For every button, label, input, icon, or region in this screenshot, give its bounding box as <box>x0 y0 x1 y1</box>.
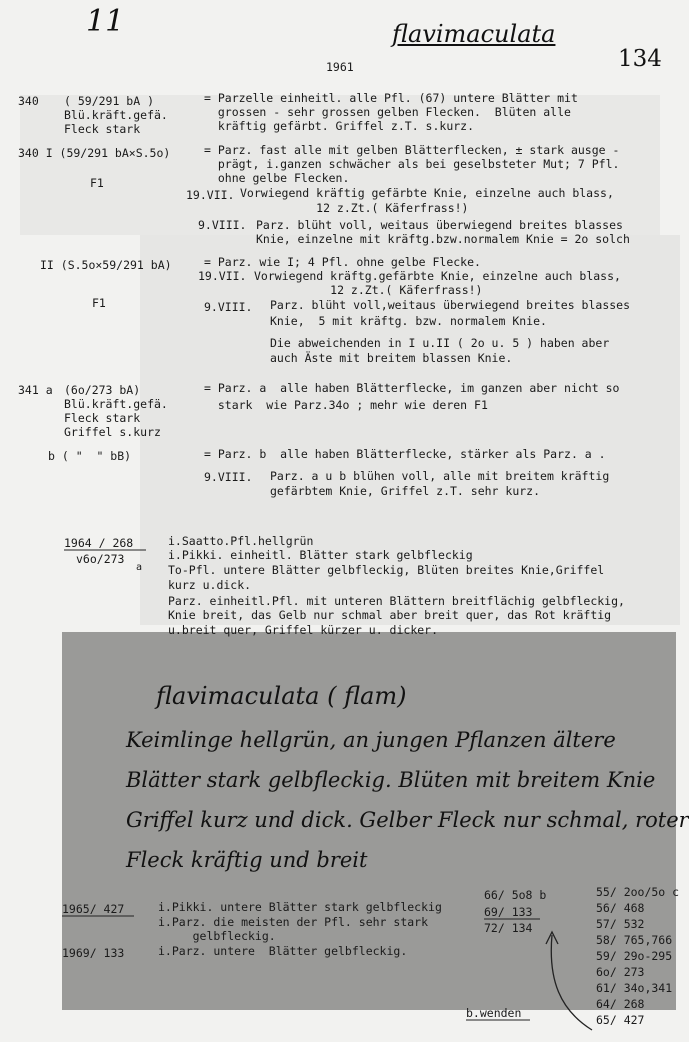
ref-label: 1965/ 427 <box>62 902 125 916</box>
text-line: i.Pikki. einheitl. Blätter stark gelbfleckig <box>168 548 473 562</box>
handwritten-line: Griffel kurz und dick. Gelber Fleck nur schmal, roter <box>126 808 689 832</box>
mid-ref: 69/ 133 <box>484 905 533 919</box>
mid-ref: 72/ 134 <box>484 921 533 935</box>
date-label: 19.VII. <box>186 188 235 202</box>
date-label: 9.VIII. <box>198 218 247 232</box>
cross-line: (6o/273 bA) <box>64 383 141 397</box>
entry-id: 340 <box>18 94 39 108</box>
desc-line: Vorwiegend kräftig gefärbte Knie, einzelne auch blass, <box>240 186 614 200</box>
cross-line: Blü.kräft.gefä. <box>64 108 168 122</box>
note-line: Die abweichenden in I u.II ( 2o u. 5 ) haben aber <box>270 336 610 350</box>
cross-line: Griffel s.kurz <box>64 425 161 439</box>
ref-label: v6o/273 <box>76 552 125 566</box>
year-label: 1961 <box>326 60 354 74</box>
desc-line: = Parz. wie I; 4 Pfl. ohne gelbe Flecke. <box>204 255 481 269</box>
cross-line: Fleck stark <box>64 411 141 425</box>
desc-line: = Parzelle einheitl. alle Pfl. (67) untere Blätter mit <box>204 91 578 105</box>
desc-line: 12 z.Zt.( Käferfrass!) <box>240 201 469 215</box>
desc-line: = Parz. a alle haben Blätterflecke, im ganzen aber nicht so <box>204 381 620 395</box>
handwritten-line: Keimlinge hellgrün, an jungen Pflanzen ältere <box>126 728 616 752</box>
right-ref: 59/ 29o-295 <box>596 949 673 963</box>
header-mark: 11 <box>86 4 125 39</box>
entry-id: b ( " " bB) <box>48 449 132 463</box>
mid-ref: 66/ 5o8 b <box>484 888 547 902</box>
entry-id: 340 I (59/291 bA×S.5o) <box>18 146 171 160</box>
text-line: Parz. einheitl.Pfl. mit unteren Blättern breitflächig gelbfleckig, <box>168 594 625 608</box>
desc-line: = Parz. fast alle mit gelben Blätterflecken, ± stark ausge - <box>204 143 620 157</box>
f1-label: F1 <box>90 176 104 190</box>
desc-line: Parz. blüht voll,weitaus überwiegend breites blasses <box>270 298 631 312</box>
desc-line: 12 z.Zt.( Käferfrass!) <box>254 283 483 297</box>
text-line: kurz u.dick. <box>168 578 252 592</box>
desc-line: grossen - sehr grossen gelben Flecken. Blüten alle <box>204 105 571 119</box>
ref-label: 1964 / 268 <box>64 536 134 550</box>
entry-id: II (S.5o×59/291 bA) <box>40 258 172 272</box>
text-line: gelbfleckig. <box>158 929 276 943</box>
desc-line: Knie, einzelne mit kräftg.bzw.normalem Knie = 2o solch <box>256 232 630 246</box>
desc-line: prägt, i.ganzen schwächer als bei geselbsteter Mut; 7 Pfl. <box>204 157 620 171</box>
entry-id: 341 a <box>18 383 53 397</box>
desc-line: kräftig gefärbt. Griffel z.T. s.kurz. <box>204 119 475 133</box>
page-number: 134 <box>618 46 662 72</box>
desc-line: Vorwiegend kräftg.gefärbte Knie, einzelne auch blass, <box>254 269 621 283</box>
date-label: 9.VIII. <box>204 470 253 484</box>
desc-line: Knie, 5 mit kräftg. bzw. normalem Knie. <box>270 314 547 328</box>
right-ref: 58/ 765,766 <box>596 933 673 947</box>
handwritten-line: Blätter stark gelbfleckig. Blüten mit breitem Knie <box>126 768 656 792</box>
right-ref: 61/ 34o,341 <box>596 981 673 995</box>
right-ref: 65/ 427 <box>596 1013 645 1027</box>
desc-line: stark wie Parz.34o ; mehr wie deren F1 <box>204 398 488 412</box>
cross-line: Blü.kräft.gefä. <box>64 397 168 411</box>
footer-note: b.wenden <box>466 1006 522 1020</box>
text-line: i.Saatto.Pfl.hellgrün <box>168 534 314 548</box>
desc-line: Parz. a u b blühen voll, alle mit breitem kräftig <box>270 469 610 483</box>
right-ref: 56/ 468 <box>596 901 645 915</box>
note-line: auch Äste mit breitem blassen Knie. <box>270 351 513 365</box>
handwritten-line: Fleck kräftig und breit <box>126 848 368 872</box>
arrow-curve <box>551 935 592 1030</box>
text-line: Knie breit, das Gelb nur schmal aber breit quer, das Rot kräftig <box>168 608 612 622</box>
desc-line: = Parz. b alle haben Blätterflecke, stärker als Parz. a . <box>204 447 606 461</box>
f1-label: F1 <box>92 296 106 310</box>
right-ref: 6o/ 273 <box>596 965 645 979</box>
right-ref: 57/ 532 <box>596 917 645 931</box>
text-line: i.Pikki. untere Blätter stark gelbfleckig <box>158 900 442 914</box>
text-line: To-Pfl. untere Blätter gelbfleckig, Blüten breites Knie,Griffel <box>168 563 605 577</box>
right-ref: 55/ 2oo/5o c <box>596 885 680 899</box>
date-label: 9.VIII. <box>204 300 253 314</box>
ref-subscript: a <box>136 562 143 573</box>
date-label: 19.VII. <box>198 269 247 283</box>
text-line: i.Parz. die meisten der Pfl. sehr stark <box>158 915 429 929</box>
ref-label: 1969/ 133 <box>62 946 125 960</box>
handwritten-title: flavimaculata ( flam) <box>156 682 407 710</box>
text-line: i.Parz. untere Blätter gelbfleckig. <box>158 944 408 958</box>
right-ref: 64/ 268 <box>596 997 645 1011</box>
cross-line: ( 59/291 bA ) <box>64 94 155 108</box>
text-line: u.breit quer, Griffel kürzer u. dicker. <box>168 623 439 637</box>
page-title: flavimaculata <box>392 20 556 48</box>
desc-line: gefärbtem Knie, Griffel z.T. sehr kurz. <box>270 484 541 498</box>
cross-line: Fleck stark <box>64 122 141 136</box>
desc-line: ohne gelbe Flecken. <box>204 171 350 185</box>
desc-line: Parz. blüht voll, weitaus überwiegend breites blasses <box>256 218 623 232</box>
